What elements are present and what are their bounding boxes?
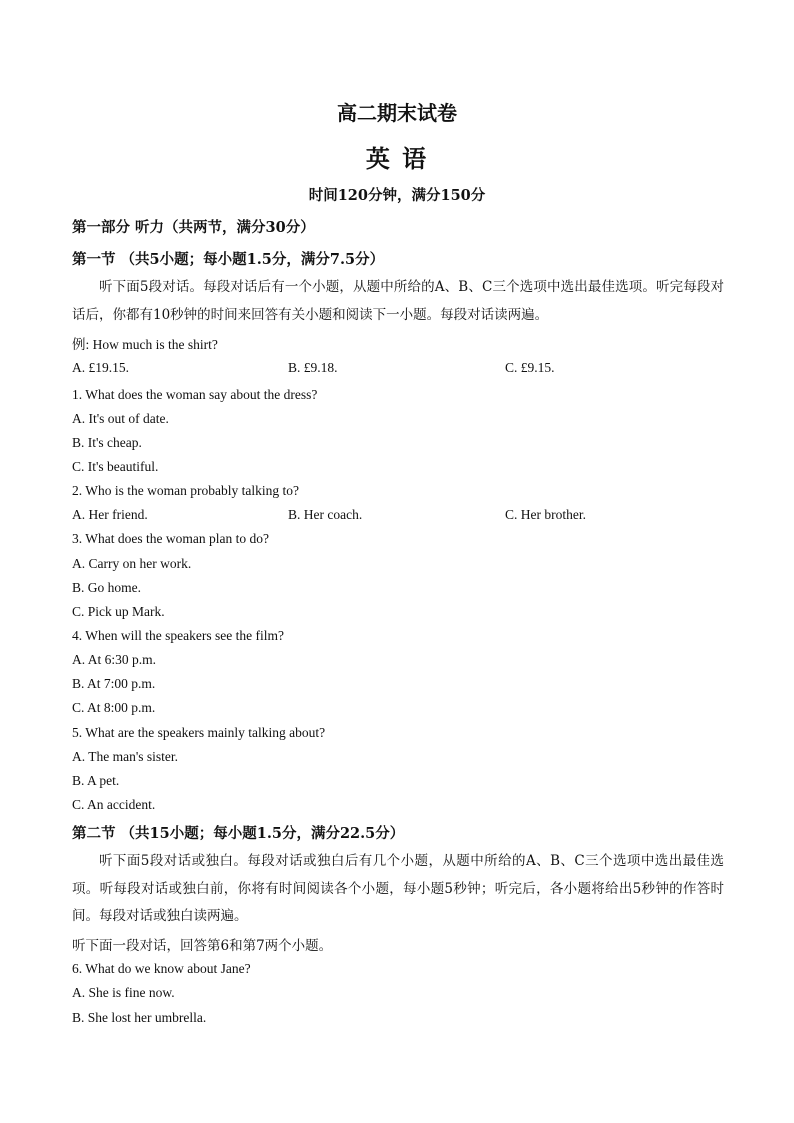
q3-option-b: B. Go home.	[72, 580, 141, 595]
q2-option-a: A. Her friend.	[72, 507, 148, 522]
question-2: 2. Who is the woman probably talking to?	[72, 483, 299, 498]
example-option-a: A. £19.15.	[72, 360, 129, 375]
q4-option-a: A. At 6:30 p.m.	[72, 652, 157, 667]
q3-option-c: C. Pick up Mark.	[72, 604, 165, 619]
question-6: 6. What do we know about Jane?	[72, 961, 251, 976]
q1-option-a: A. It's out of date.	[72, 411, 169, 426]
q5-option-a: A. The man's sister.	[72, 749, 179, 764]
section2-intro: 听下面一段对话，回答第6和第7两个小题。	[72, 938, 333, 954]
question-5: 5. What are the speakers mainly talking about?	[72, 725, 326, 740]
part1-heading: 第一部分 听力（共两节，满分30分）	[72, 219, 315, 236]
q2-option-c: C. Her brother.	[505, 507, 586, 522]
section1-heading: 第一节 （共5小题；每小题1.5分，满分7.5分）	[72, 251, 385, 268]
q6-option-b: B. She lost her umbrella.	[72, 1010, 207, 1025]
example-option-c: C. £9.15.	[505, 360, 555, 375]
q5-option-c: C. An accident.	[72, 797, 156, 812]
example-option-b: B. £9.18.	[288, 360, 338, 375]
section2-heading: 第二节 （共15小题；每小题1.5分，满分22.5分）	[72, 825, 405, 842]
q6-option-a: A. She is fine now.	[72, 985, 175, 1000]
section1-instructions: 听下面5段对话。每段对话后有一个小题，从题中所给的A、B、C三个选项中选出最佳选项。听完每段对话后，你都有10秒钟的时间来回答有关小题和阅读下一小题。每段对话读两遍。	[72, 279, 724, 323]
q1-option-b: B. It's cheap.	[72, 435, 142, 450]
q4-option-c: C. At 8:00 p.m.	[72, 700, 156, 715]
q3-option-a: A. Carry on her work.	[72, 556, 192, 571]
question-1: 1. What does the woman say about the dress?	[72, 387, 318, 402]
subject-title: 英 语	[365, 144, 429, 173]
q5-option-b: B. A pet.	[72, 773, 120, 788]
section2-instructions: 听下面5段对话或独白。每段对话或独白后有几个小题，从题中所给的A、B、C三个选项中选出最佳选项。听每段对话或独白前，你将有时间阅读各个小题，每小题5秒钟；听完后，各小题将给出5秒钟的作答时间。每段对话或独白读两遍。	[72, 853, 724, 924]
example-question: 例: How much is the shirt?	[72, 337, 218, 352]
q1-option-c: C. It's beautiful.	[72, 459, 159, 474]
q4-option-b: B. At 7:00 p.m.	[72, 676, 156, 691]
question-3: 3. What does the woman plan to do?	[72, 531, 269, 546]
time-info: 时间120分钟，满分150分	[308, 187, 486, 204]
question-4: 4. When will the speakers see the film?	[72, 628, 284, 643]
q2-option-b: B. Her coach.	[288, 507, 363, 522]
exam-title: 高二期末试卷	[337, 101, 457, 125]
